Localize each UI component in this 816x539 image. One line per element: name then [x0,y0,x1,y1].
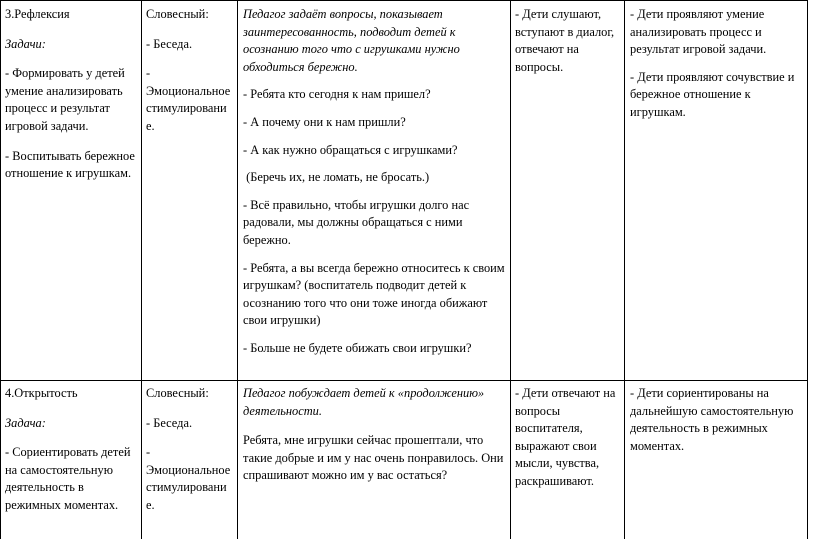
row1-result-cell [630,6,804,378]
method-item: - Беседа. [146,36,193,51]
result-item: - Дети проявляют сочувствие и бережное отношение к игрушкам. [630,69,795,119]
row1-teacher-activity-cell [243,6,507,380]
children-activity-text: - Дети слушают, вступают в диалог, отвечают на вопросы. [515,7,615,74]
col-divider-1 [141,0,142,539]
method-title: Словесный: [146,7,209,21]
teacher-intro: Педагог задаёт вопросы, показывает заинтересованность, подводит детей к осознанию того что с игрушками нужно обходиться бережно. [243,7,460,74]
dialogue-line: - А как нужно обращаться с игрушками? [243,142,458,157]
row2-teacher-activity-cell [243,385,507,539]
dialogue-line: - Ребята кто сегодня к нам пришел? [243,87,431,102]
row2-methods-cell [146,385,236,539]
col-border-right [807,0,808,539]
stage-title: 4.Открытость [5,386,78,400]
row1-children-activity-cell [515,6,621,378]
row2-children-activity-cell [515,385,621,539]
stage-title: 3.Рефлексия [5,7,70,21]
dialogue-line: - Всё правильно, чтобы игрушки долго нас радовали, мы должны обращаться с ними бережно. [243,197,470,247]
col-divider-2 [237,0,238,539]
row1-stage-cell [5,6,139,378]
task-item: - Сориентировать детей на самостоятельную деятельность в режимных моментах. [5,445,131,512]
teacher-speech: Ребята, мне игрушки сейчас прошептали, что такие добрые и им у нас очень понравилось. Они спрашивают можно им у вас остаться? [243,433,504,483]
col-divider-3 [510,0,511,539]
teacher-intro: Педагог побуждает детей к «продолжению» деятельности. [243,386,485,418]
row1-methods-cell [146,6,236,378]
dialogue-line: - А почему они к нам пришли? [243,114,406,129]
method-title: Словесный: [146,386,209,400]
task-item: - Воспитывать бережное отношение к игрушкам. [5,148,135,181]
dialogue-line: (Беречь их, не ломать, не бросать.) [243,170,430,185]
task-label: Задача: [5,415,46,430]
row2-result-cell [630,385,804,539]
method-item: - Беседа. [146,415,193,430]
result-item: - Дети сориентированы на дальнейшую самостоятельную деятельность в режимных моментах. [630,386,794,453]
col-border-left [0,0,1,539]
row-divider [0,380,808,381]
row2-stage-cell [5,385,139,539]
table-top-border [0,0,808,1]
method-item: - Эмоциональное стимулировани е. [146,445,231,512]
task-item: - Формировать у детей умение анализировать процесс и результат игровой задачи. [5,66,125,133]
children-activity-text: - Дети отвечают на вопросы воспитателя, выражают свои мысли, чувства, раскрашивают. [515,386,616,488]
result-item: - Дети проявляют умение анализировать процесс и результат игровой задачи. [630,7,767,57]
dialogue-line: - Больше не будете обижать свои игрушки? [243,340,472,355]
dialogue-line: - Ребята, а вы всегда бережно относитесь к своим игрушкам? (воспитатель подводит детей к осознанию того что они тоже иногда обижают свои игрушки) [243,260,505,328]
tasks-label: Задачи: [5,36,46,51]
method-item: - Эмоциональное стимулировани е. [146,66,231,133]
col-divider-4 [624,0,625,539]
